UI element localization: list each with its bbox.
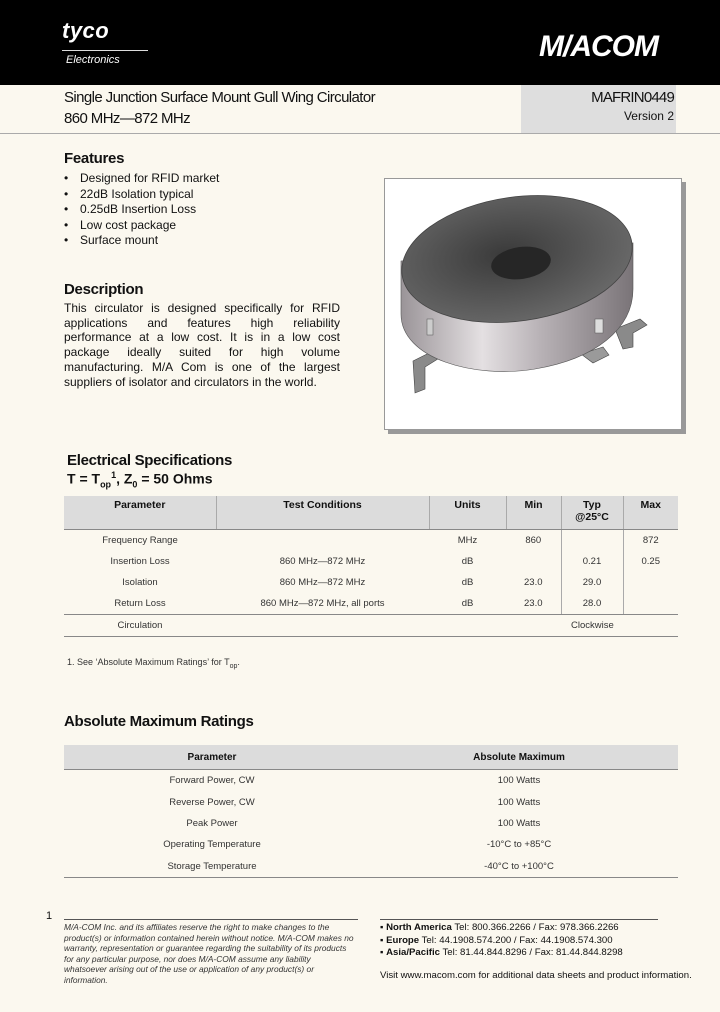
table-row: Return Loss 860 MHz—872 MHz, all ports dB 23.0 28.0 xyxy=(64,593,678,615)
description-heading: Description xyxy=(64,281,144,298)
table-row: Insertion Loss 860 MHz—872 MHz dB 0.21 0.25 xyxy=(64,551,678,572)
footer-divider xyxy=(380,919,658,920)
table-header-row xyxy=(64,745,678,770)
list-item: • 0.25dB Insertion Loss xyxy=(64,202,197,217)
frequency-range-title: 860 MHz—872 MHz xyxy=(64,110,191,127)
macom-logo: M/ACOM xyxy=(539,30,658,63)
disclaimer: M/A-COM Inc. and its affiliates reserve the right to make changes to the product(s) or information contained herein without notice. M/A-COM makes no warranty, representation or guarantee regarding the suitability of its products for any particular purpose, nor does M/A-COM assume any liability whatsoever arising out of the use or application of any product(s) or information. xyxy=(64,922,354,985)
features-heading: Features xyxy=(64,150,125,167)
version: Version 2 xyxy=(623,109,674,123)
part-number: MAFRIN0449 xyxy=(591,89,674,106)
amr-table xyxy=(64,745,678,878)
website-note: Visit www.macom.com for additional data sheets and product information. xyxy=(380,970,692,981)
table-header-row xyxy=(64,496,678,530)
table-row: Storage Temperature -40°C to +100°C xyxy=(64,856,678,878)
table-row: Peak Power 100 Watts xyxy=(186,817,541,829)
column-header: Max xyxy=(623,496,678,530)
features-list xyxy=(64,171,219,249)
circulator-illustration xyxy=(385,179,681,429)
table-row: Operating Temperature -10°C to +85°C xyxy=(163,839,552,851)
list-item: • Designed for RFID market xyxy=(64,171,220,185)
column-header: Parameter xyxy=(64,745,360,770)
tyco-electronics-text: Electronics xyxy=(66,54,120,66)
page-number: 1 xyxy=(46,910,53,922)
contact-row: ▪ North America Tel: 800.366.2266 / Fax: 978.366.2266 xyxy=(380,922,619,933)
table-row: Circulation Clockwise xyxy=(64,615,678,637)
column-header: Units xyxy=(429,496,506,530)
test-conditions-line: $T = T_{op}^1$, $Z_0 = 50$ Ohms xyxy=(67,470,213,490)
contact-list xyxy=(380,922,623,960)
table-row: Isolation 860 MHz—872 MHz dB 23.0 29.0 xyxy=(64,572,678,593)
footer-divider xyxy=(64,919,358,920)
logo-divider xyxy=(62,50,148,51)
table-row: Reverse Power, CW 100 Watts xyxy=(169,796,541,808)
product-title: Single Junction Surface Mount Gull Wing Circulator xyxy=(64,89,375,106)
tyco-logo: tyco xyxy=(62,18,110,43)
amr-heading: Absolute Maximum Ratings xyxy=(64,713,254,730)
table-row: Forward Power, CW 100 Watts xyxy=(169,775,541,787)
column-header: Min xyxy=(506,496,561,530)
footnote: 1. See ‘Absolute Maximum Ratings’ for $T_{op}$. xyxy=(67,657,240,670)
table-row: Frequency Range MHz 860 872 xyxy=(64,530,678,552)
description-text: This circulator is designed specifically for RFID applications and features high reliability performance at a low cost. It is in a low cost package ideally suited for high volume manufacturing. M/A Com is one of the largest suppliers of isolator and circulators in the world. xyxy=(64,301,340,389)
electrical-specs-table xyxy=(64,496,678,637)
list-item: • Surface mount xyxy=(64,233,159,248)
column-header: Parameter xyxy=(64,496,216,530)
contact-row: ▪ Asia/Pacific Tel: 81.44.844.8296 / Fax: 81.44.844.8298 xyxy=(380,947,623,959)
list-item: • Low cost package xyxy=(64,217,177,232)
list-item: • 22dB Isolation typical xyxy=(64,186,194,201)
column-header: Typ @25°C xyxy=(561,496,623,530)
column-header: Absolute Maximum xyxy=(360,745,678,770)
product-image xyxy=(384,178,682,430)
electrical-specs-heading: Electrical Specifications xyxy=(67,452,233,469)
contact-row: ▪ Europe Tel: 44.1908.574.200 / Fax: 44.1908.574.300 xyxy=(380,934,613,946)
column-header: Test Conditions xyxy=(216,496,429,530)
